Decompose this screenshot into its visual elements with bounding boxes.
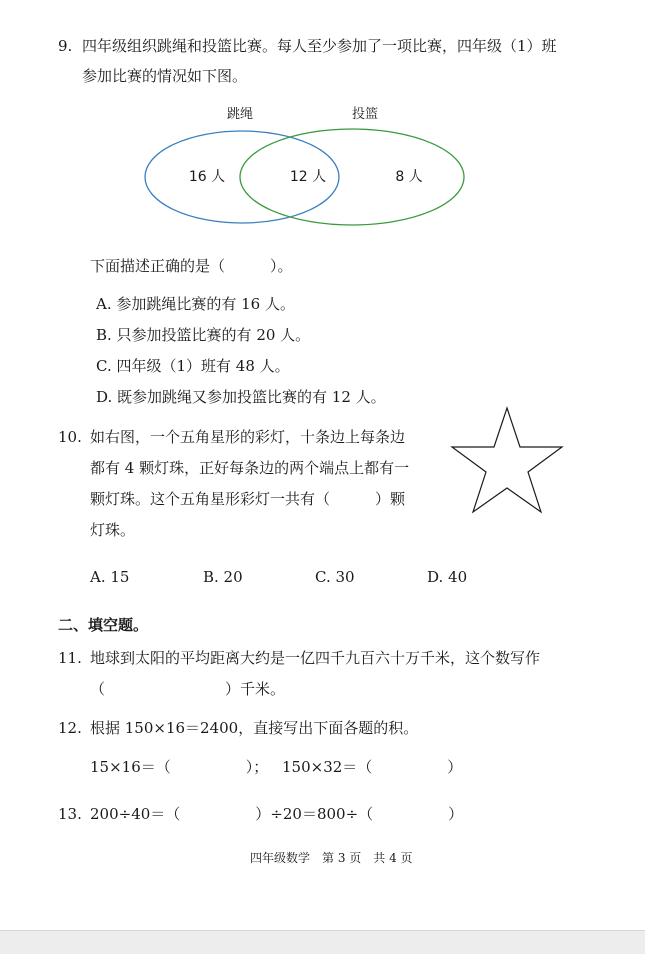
venn-right-circle [240,129,464,225]
q10-text-line3: 颗灯珠。这个五角星形彩灯一共有（ ）颗 [90,490,406,508]
q9-option-a: A. 参加跳绳比赛的有 16 人。 [96,295,295,313]
venn-both-count: 12 人 [289,169,327,185]
five-pointed-star-shape [452,408,562,512]
q10-number: 10. [58,428,82,446]
star-figure [448,404,566,516]
q9-option-d: D. 既参加跳绳又参加投篮比赛的有 12 人。 [96,388,386,406]
q11-number: 11. [58,649,82,667]
q10-option-b: B. 20 [203,568,243,586]
q12-part-a: 15×16＝（ ）； [90,758,269,776]
q10-option-d: D. 40 [427,568,468,586]
q11-text-line1: 地球到太阳的平均距离大约是一亿四千九百六十万千米，这个数写作 [90,649,541,667]
q9-text-line2: 参加比赛的情况如下图。 [82,67,248,85]
page-footer: 四年级数学 第 3 页 共 4 页 [250,851,413,865]
q9-prompt: 下面描述正确的是（ ）。 [90,257,293,275]
q13-number: 13. [58,805,82,823]
q9-number: 9. [58,37,73,55]
viewer-bottom-scrollbar[interactable] [0,930,645,954]
q10-text-line2: 都有 4 颗灯珠，正好每条边的两个端点上都有一 [90,459,410,477]
q11-text-line2: （ ）千米。 [90,680,286,698]
q10-text-line1: 如右图，一个五角星形的彩灯，十条边上每条边 [90,428,406,446]
venn-right-label: 投篮 [351,107,379,122]
q12-number: 12. [58,719,82,737]
q12-text-line1: 根据 150×16＝2400，直接写出下面各题的积。 [90,719,419,737]
q9-option-c: C. 四年级（1）班有 48 人。 [96,357,290,375]
q9-text-line1: 四年级组织跳绳和投篮比赛。每人至少参加了一项比赛，四年级（1）班 [82,37,557,55]
venn-diagram [130,98,490,236]
venn-left-only-count: 16 人 [188,169,226,185]
section-2-title: 二、填空题。 [58,616,149,634]
q9-option-b: B. 只参加投篮比赛的有 20 人。 [96,326,311,344]
venn-left-label: 跳绳 [226,107,254,122]
q12-part-b: 150×32＝（ ） [282,758,463,776]
q10-option-a: A. 15 [90,568,130,586]
q10-text-line4: 灯珠。 [90,521,136,539]
venn-right-only-count: 8 人 [395,169,423,185]
q10-option-c: C. 30 [315,568,355,586]
q13-text-line1: 200÷40＝（ ）÷20＝800÷（ ） [90,805,464,823]
